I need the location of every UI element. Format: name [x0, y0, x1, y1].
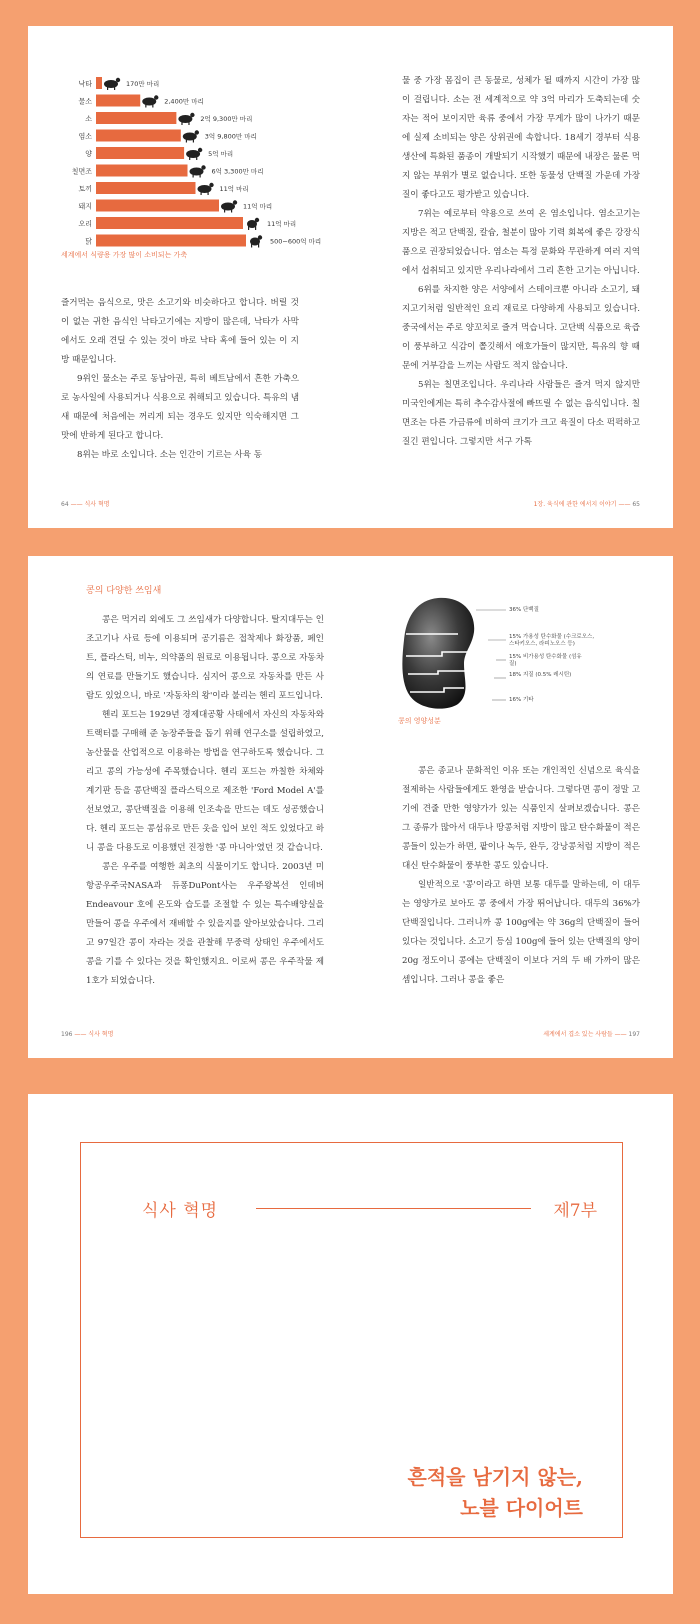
page-number: 197: [628, 1031, 640, 1038]
category-label: 염소: [78, 132, 92, 141]
folio-rule: ——: [74, 1031, 87, 1038]
page-number: 64: [61, 501, 69, 508]
right-page-text: [402, 72, 640, 452]
value-label: 500~600억 마리: [270, 237, 322, 246]
page-number: 65: [632, 501, 640, 508]
paragraph: 6위를 차지한 양은 서양에서 스테이크뿐 아니라 소고기, 돼지고기처럼 일반적인 요리 재료로 다양하게 사용되고 있습니다. 중국에서는 주로 양꼬치로 즐겨 먹습니다. 고단백 식품으로 육즙이 풍부하고 식감이 쫄깃해서 애호가들이 많지만, 특유의 향 때문에 거부감을 느끼는 사람도 적지 않습니다.: [402, 285, 640, 371]
bean-label-leaders: [468, 594, 508, 712]
category-label: 물소: [78, 97, 92, 106]
left-folio: [61, 1029, 113, 1038]
value-label: 2,400만 마리: [164, 97, 204, 106]
goat-icon: [183, 130, 199, 142]
chart-caption: 세계에서 식량용 가장 많이 소비되는 가축: [61, 251, 188, 259]
paragraph: 콩은 먹거리 외에도 그 쓰임새가 다양합니다. 탈지대두는 인조고기나 사료 등에 이용되며 공기름은 접착제나 화장품, 페인트, 플라스틱, 비누, 의약품의 원료로 이용됩니다. 콩으로 자동차의 연료를 만들기도 했습니다. 심지어 콩으로 자동차를 만든 사람도 있었으니, 바로 '자동차의 왕'이라 불리는 헨리 포드입니다.: [86, 615, 324, 701]
part-subtitle: [408, 1462, 583, 1524]
category-label: 오리: [78, 220, 92, 228]
section-heading: 콩의 다양한 쓰임새: [86, 586, 162, 596]
paragraph: 헨리 포드는 1929년 경제대공황 사태에서 자신의 자동차와 트랙터를 구매해 준 농장주들을 돕기 위해 연구소를 설립하였고, 농산물을 산업적으로 이용하는 방법을 연구하도록 했습니다. 그리고 콩의 가능성에 주목했습니다. 헨리 포드는 까칠한 차체와 계기판 등을 콩단백질 플라스틱으로 제조한 'Ford Model A'를 선보였고, 콩단백질을 이용해 인조속을 만드는 데도 성공했습니다. 헨리 포드는 콩섬유로 만든 옷을 입어 보인 적도 있었다고 하니 콩을 다용도로 이용했던 진정한 '콩 마니아'였던 것 같습니다.: [86, 710, 324, 853]
pig-icon: [221, 200, 237, 212]
running-title: 식사 혁명: [88, 1031, 114, 1038]
right-folio: [543, 1029, 640, 1038]
running-title: 1장. 육식에 관한 에서지 이야기: [533, 501, 617, 508]
left-page-text: [61, 294, 299, 465]
value-label: 11억 마리: [267, 220, 297, 228]
bar: [96, 95, 140, 107]
value-label: 5억 마리: [208, 150, 234, 158]
running-title: 세계에서 겹소 있는 사람들: [543, 1031, 613, 1038]
bar: [96, 112, 176, 124]
paragraph: 콩은 우주를 여행한 최초의 식물이기도 합니다. 2003년 미항공우주국NASA과 듀퐁DuPont사는 우주왕복선 인데버Endeavour 호에 온도와 습도를 조절할 수 있는 특수배양실을 만들어 콩을 우주에서 재배할 수 있을지를 알아보았습니다. 그리고 97일간 콩이 자라는 것을 관찰해 무중력 상태인 우주에서도 콩을 기를 수 있다는 것을 확인했지요. 이로써 콩은 우주작물 제1호가 되었습니다.: [86, 862, 324, 986]
value-label: 170만 마리: [126, 80, 160, 88]
category-label: 닭: [85, 237, 92, 246]
category-label: 양: [85, 150, 92, 158]
bean-label-other: 16% 기타: [509, 697, 534, 703]
title-rule: [256, 1208, 531, 1209]
bean-label-protein: 36% 단백질: [509, 607, 539, 613]
bean-figure-caption: 콩의 영양성분: [398, 717, 441, 725]
category-label: 소: [85, 115, 92, 123]
folio-rule: ——: [618, 501, 631, 508]
folio-rule: ——: [614, 1031, 627, 1038]
turkey-icon: [190, 165, 206, 177]
folio-rule: ——: [70, 501, 83, 508]
bar: [96, 217, 243, 229]
part-title-page: [28, 1094, 673, 1594]
page-number: 196: [61, 1031, 73, 1038]
sheep-icon: [186, 148, 202, 160]
right-page-text: [402, 762, 640, 990]
subtitle-line-2: 노블 다이어트: [460, 1496, 583, 1520]
book-title: 식사 혁명: [142, 1201, 219, 1221]
category-label: 낙타: [78, 80, 92, 88]
paragraph: 8위는 바로 소입니다. 소는 인간이 기르는 사육 동: [77, 450, 263, 460]
bar: [96, 200, 219, 212]
category-label: 돼지: [78, 202, 92, 211]
left-page-text: [86, 576, 324, 991]
category-label: 칠면조: [71, 167, 92, 176]
buffalo-icon: [142, 95, 158, 107]
book-spread-2: [28, 556, 673, 1058]
running-title: 식사 혁명: [84, 501, 110, 508]
value-label: 3억 9,800만 마리: [204, 132, 257, 141]
title-frame-content: [80, 1142, 623, 1538]
cow-icon: [178, 113, 194, 125]
paragraph: 물 중 가장 몸집이 큰 동물로, 성체가 될 때까지 시간이 가장 많이 걸립니다. 소는 전 세계적으로 약 3억 마리가 도축되는데 숫자는 적어 보이지만 육류 중에서 가장 무게가 많이 나가기 때문에 실제 소비되는 양은 상위권에 속합니다. 18세기 경부터 식용 생산에 특화된 품종이 개발되기 시작했기 때문에 내장은 물론 먹지 않는 부위가 별로 없습니다. 또한 동물성 단백질 가운데 가장 질이 좋다고도 평가받고 있습니다.: [402, 76, 640, 200]
bar: [96, 165, 188, 177]
right-folio: [534, 499, 640, 508]
value-label: 6억 3,300만 마리: [211, 167, 264, 176]
paragraph: 즐거먹는 음식으로, 맛은 소고기와 비슷하다고 합니다. 버릴 것이 없는 귀한 음식인 낙타고기에는 지방이 많은데, 낙타가 사막에서도 오래 견딜 수 있는 것이 바로 낙타 혹에 들어 있는 이 지방 때문입니다.: [61, 298, 299, 365]
paragraph: 일반적으로 '콩'이라고 하면 보통 대두를 말하는데, 이 대두는 영양가로 보아도 콩 중에서 가장 뛰어납니다. 대두의 36%가 단백질입니다. 그러니까 콩 100g에는 약 36g의 단백질이 들어 있다는 것입니다. 소고기 등심 100g에 들어 있는 단백질의 양이 20g 정도이니 콩에는 단백질이 이보다 거의 두 배 가까이 많은 셈입니다. 그러나 콩을 좋은: [402, 880, 640, 985]
value-label: 11억 마리: [243, 202, 273, 211]
paragraph: 9위인 물소는 주로 동남아권, 특히 베트남에서 흔한 가축으로 농사일에 사용되거나 식용으로 취해되고 있습니다. 특유의 냄새 때문에 처음에는 꺼리게 되는 경우도 있지만 익숙해지면 그 맛에 반하게 된다고 합니다.: [61, 374, 299, 441]
subtitle-line-1: 흔적을 남기지 않는,: [407, 1465, 583, 1489]
left-folio: [61, 499, 110, 508]
camel-icon: [104, 78, 120, 90]
paragraph: 5위는 칠면조입니다. 우리나라 사람들은 즐겨 먹지 않지만 미국인에게는 특히 추수감사절에 빠뜨릴 수 없는 음식입니다. 칠면조는 다른 가금류에 비하여 크기가 크고 육질이 다소 퍽퍽하고 질긴 편입니다. 그렇지만 서구 가톡: [402, 380, 640, 447]
bar: [96, 147, 184, 159]
category-label: 토끼: [78, 185, 92, 193]
livestock-bar-chart: [58, 74, 348, 274]
duck-icon: [247, 218, 259, 230]
value-label: 11억 마리: [219, 185, 249, 193]
book-spread-1: [28, 26, 673, 528]
paragraph: 7위는 예로부터 약용으로 쓰여 온 염소입니다. 염소고기는 지방은 적고 단백질, 칼슘, 철분이 많아 기력 회복에 좋은 강장식품으로 권장되었습니다. 염소는 특정 문화와 무관하게 여러 지역에서 섭취되고 있지만 우리나라에서 그리 흔한 고기는 아닙니다.: [402, 209, 640, 276]
bar: [96, 235, 246, 247]
part-label: 제7부: [553, 1201, 597, 1221]
value-label: 2억 9,300만 마리: [200, 115, 253, 123]
bean-label-insoluble-carbs: 15% 비가용성 탄수화물 (섬유질): [509, 654, 582, 667]
bar: [96, 130, 181, 142]
rabbit-icon: [197, 183, 213, 195]
paragraph: 콩은 종교나 문화적인 이유 또는 개인적인 신념으로 육식을 절제하는 사람들에게도 환영을 받습니다. 그렇다면 콩이 정말 고기에 견줄 만한 영양가가 있는 식품인지 살펴보겠습니다. 콩은 그 종류가 많아서 대두나 땅콩처럼 지방이 많고 탄수화물이 적은 콩들이 있는가 하면, 팥이나 녹두, 완두, 강낭콩처럼 지방이 적은 대신 탄수화물이 풍부한 콩도 있습니다.: [402, 766, 640, 871]
bean-label-lipid: 18% 지질 (0.5% 레시틴): [509, 672, 572, 678]
bean-label-soluble-carbs: 15% 가용성 탄수화물 (수크로오스, 스타키오스, 라피노오스 등): [509, 634, 595, 647]
bar: [96, 77, 102, 89]
bar: [96, 182, 195, 194]
chicken-icon: [250, 235, 262, 247]
